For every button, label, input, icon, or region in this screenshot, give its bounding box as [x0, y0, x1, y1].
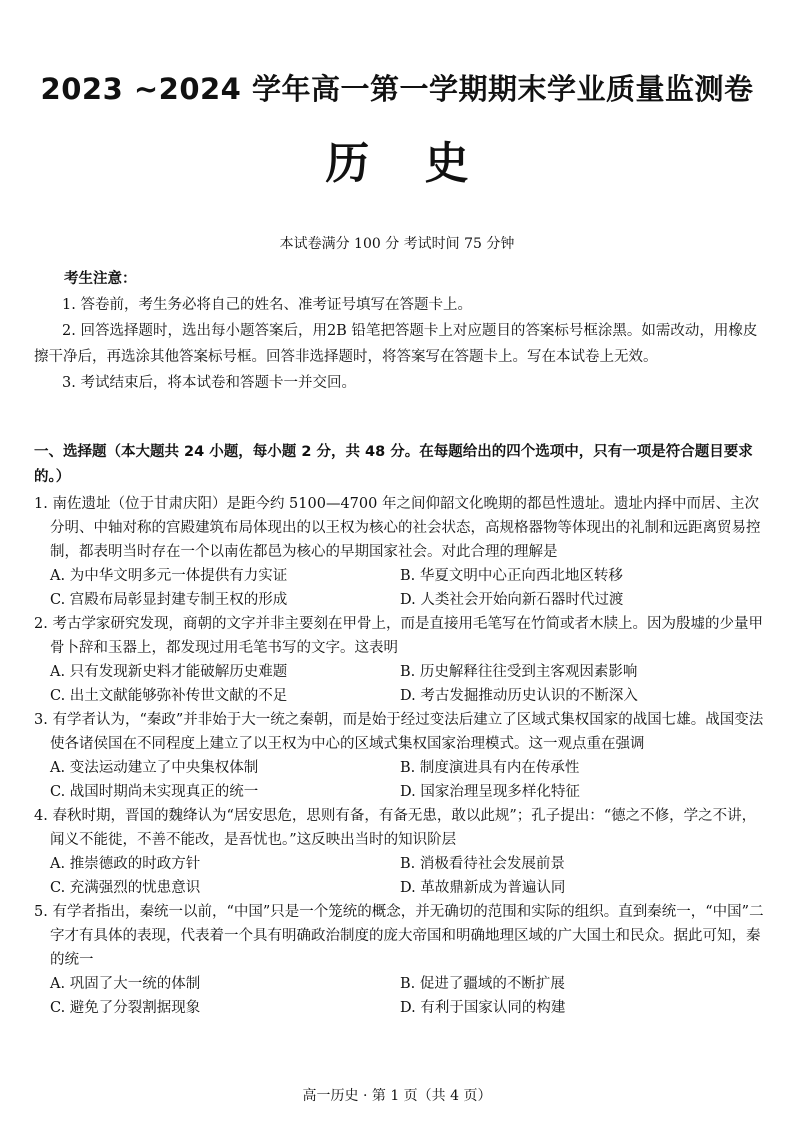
option-a: A. 变法运动建立了中央集权体制 [50, 760, 259, 776]
option-c: C. 出土文献能够弥补传世文献的不足 [50, 688, 288, 704]
option-grid [34, 660, 764, 708]
option-d: D. 国家治理呈现多样化特征 [400, 784, 580, 800]
option-a: A. 为中华文明多元一体提供有力实证 [50, 568, 288, 584]
section-heading: 一、选择题（本大题共 24 小题，每小题 2 分，共 48 分。在每题给出的四个选项中，只有一项是符合题目要求的。） [34, 444, 753, 485]
option-grid [34, 972, 764, 1020]
question-list [34, 492, 764, 1020]
option-b: B. 消极看待社会发展前景 [400, 856, 565, 872]
option-b: B. 制度演进具有内在传承性 [400, 760, 580, 776]
question [34, 804, 764, 900]
option-a: A. 只有发现新史料才能破解历史难题 [50, 664, 288, 680]
option-c: C. 宫殿布局彰显封建专制王权的形成 [50, 592, 288, 608]
candidate-notice [34, 266, 764, 396]
notice-heading: 考生注意： [64, 271, 137, 287]
option-c: C. 充满强烈的忧患意识 [50, 880, 201, 896]
option-d: D. 人类社会开始向新石器时代过渡 [400, 592, 624, 608]
option-c: C. 避免了分裂割据现象 [50, 1000, 201, 1016]
option-grid [34, 852, 764, 900]
notice-item: 3. 考试结束后，将本试卷和答题卡一并交回。 [62, 375, 356, 391]
option-d: D. 有利于国家认同的构建 [400, 1000, 566, 1016]
option-c: C. 战国时期尚未实现真正的统一 [50, 784, 259, 800]
question-stem: 5. 有学者指出，秦统一以前，“中国”只是一个笼统的概念，并无确切的范围和实际的组织。直到秦统一，“中国”二字才有具体的表现，代表着一个具有明确政治制度的庞大帝国和明确地理区域的广大国土和民众。据此可知，秦的统一 [34, 904, 764, 968]
notice-item: 2. 回答选择题时，选出每小题答案后，用2B 铅笔把答题卡上对应题目的答案标号框涂黑。如需改动，用橡皮擦干净后，再选涂其他答案标号框。回答非选择题时，将答案写在答题卡上。写在本试卷上无效。 [34, 323, 758, 365]
question-stem: 1. 南佐遗址（位于甘肃庆阳）是距今约 5100—4700 年之间仰韶文化晚期的都邑性遗址。遗址内择中而居、主次分明、中轴对称的宫殿建筑布局体现出的以王权为核心的社会状态，高规格器物等体现出的礼制和远距离贸易控制，都表明当时存在一个以南佐都邑为核心的早期国家社会。对此合理的理解是 [34, 496, 761, 560]
question [34, 612, 764, 708]
question-stem: 2. 考古学家研究发现，商朝的文字并非主要刻在甲骨上，而是直接用毛笔写在竹简或者木牍上。因为殷墟的少量甲骨卜辞和玉器上，都发现过用毛笔书写的文字。这表明 [34, 616, 763, 656]
option-a: A. 推崇德政的时政方针 [50, 856, 201, 872]
exam-title: 2023 ~2024 学年高一第一学期期末学业质量监测卷 [40, 72, 754, 106]
option-b: B. 促进了疆域的不断扩展 [400, 976, 565, 992]
question-stem: 4. 春秋时期，晋国的魏绛认为“居安思危，思则有备，有备无患，敢以此规”；孔子提出：“德之不修，学之不讲，闻义不能徙，不善不能改，是吾忧也。”这反映出当时的知识阶层 [34, 808, 757, 848]
option-d: D. 革故鼎新成为普遍认同 [400, 880, 566, 896]
option-grid [34, 564, 764, 612]
question [34, 492, 764, 612]
notice-item: 1. 答卷前，考生务必将自己的姓名、准考证号填写在答题卡上。 [62, 297, 472, 313]
exam-meta: 本试卷满分 100 分 考试时间 75 分钟 [279, 236, 515, 252]
option-grid [34, 756, 764, 804]
option-b: B. 历史解释往往受到主客观因素影响 [400, 664, 638, 680]
question [34, 900, 764, 1020]
page-footer: 高一历史 · 第 1 页（共 4 页） [302, 1088, 492, 1104]
option-a: A. 巩固了大一统的体制 [50, 976, 201, 992]
question-stem: 3. 有学者认为，“秦政”并非始于大一统之秦朝，而是始于经过变法后建立了区域式集权国家的战国七雄。战国变法使各诸侯国在不同程度上建立了以王权为中心的区域式集权国家治理模式。这一观点重在强调 [34, 712, 764, 752]
option-d: D. 考古发掘推动历史认识的不断深入 [400, 688, 638, 704]
subject-title: 历 史 [325, 138, 469, 189]
question [34, 708, 764, 804]
option-b: B. 华夏文明中心正向西北地区转移 [400, 568, 623, 584]
